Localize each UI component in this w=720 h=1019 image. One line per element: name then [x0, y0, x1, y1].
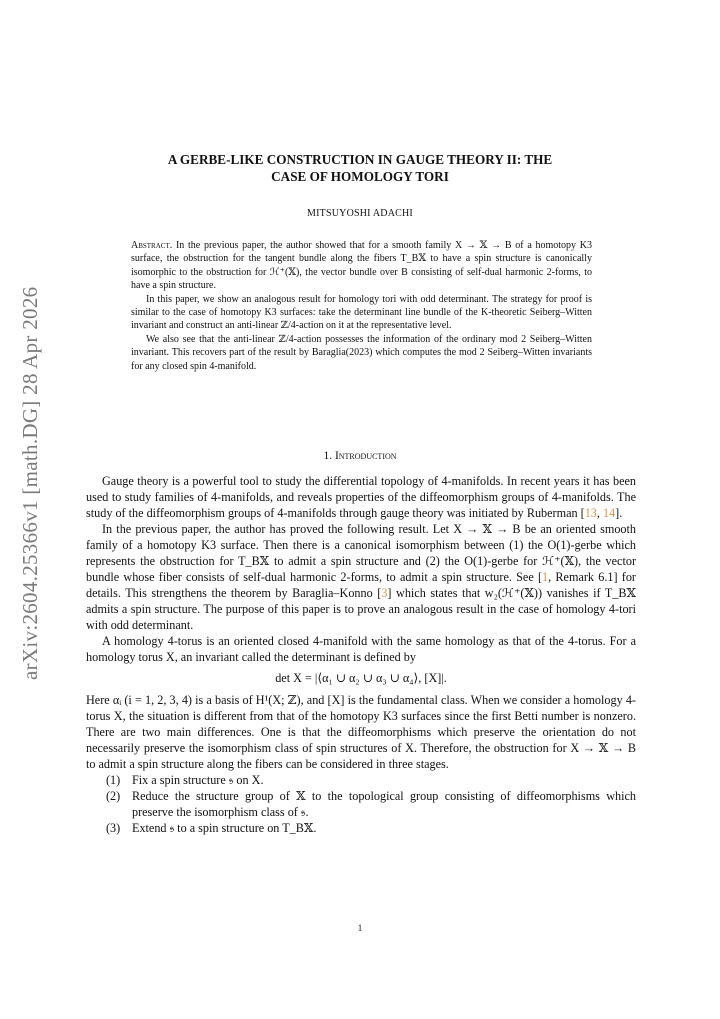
intro-paragraph-3: A homology 4-torus is an oriented closed 4-manifold with the same homology as that of the 4-torus. For a homology torus X, an invariant called the determinant is defined by [86, 634, 636, 664]
author-name: MITSUYOSHI ADACHI [307, 208, 413, 219]
text-run: ]. [615, 506, 623, 520]
list-item-number: (1) [106, 773, 121, 787]
title-line-1: A GERBE-LIKE CONSTRUCTION IN GAUGE THEORY II: THE [167, 152, 553, 167]
citation-link[interactable]: 1 [542, 570, 549, 584]
abstract-paragraph-3: We also see that the anti-linear ℤ/4-action possesses the information of the ordinary mod 2 Seiberg–Witten invariant. This recovers part of the result by Baraglia(2023) which computes the mod 2 Seiberg–Witten invariants for any closed spin 4-manifold. [131, 333, 592, 372]
abstract-label: Abstract. [131, 240, 173, 251]
abstract-text-1: In the previous paper, the author showed that for a smooth family X → 𝕏 → B of a homotopy K3 surface, the obstruction for the tangent bundle along the fibers T_B𝕏 to have a spin structure is canonically isomorphic to the obstruction for ℋ⁺(𝕏), the vector bundle over B consisting of self-dual harmonic 2-forms, to have a spin structure. [131, 240, 592, 292]
arxiv-identifier-stamp: arXiv:2604.25366v1 [math.DG] 28 Apr 2026 [18, 286, 42, 680]
text-run: , [596, 506, 603, 520]
intro-paragraph-1 [86, 473, 636, 521]
stages-list [86, 772, 636, 836]
list-item [86, 820, 636, 836]
abstract [131, 239, 592, 373]
text-run: , Remark 6.1] for details. This strengthens the theorem by Baraglia–Konno [ [86, 570, 636, 600]
abstract-paragraph-2: In this paper, we show an analogous result for homology tori with odd determinant. The strategy for proof is similar to the case of homotopy K3 surfaces: take the determinant line bundle of the K-theoretic Seiberg–Witten invariant and construct an anti-linear ℤ/4-action on it at the representative level. [131, 293, 592, 332]
page-number: 1 [357, 923, 363, 933]
list-item-text: Reduce the structure group of 𝕏 to the topological group consisting of diffeomorphisms which preserve the isomorphism class of 𝔰. [132, 789, 636, 819]
section-title: Introduction [334, 450, 397, 462]
citation-link[interactable]: 3 [381, 586, 388, 600]
section-heading [100, 450, 620, 462]
list-item-number: (2) [106, 789, 121, 803]
display-equation: det X = |⟨α₁ ∪ α₂ ∪ α₃ ∪ α₄⟩, [X]|. [275, 671, 447, 685]
intro-paragraph-4: Here αᵢ (i = 1, 2, 3, 4) is a basis of H¹(X; ℤ), and [X] is the fundamental class. When we consider a homology 4-torus X, the situation is different from that of the homotopy K3 surfaces since the first Betti number is nonzero. There are two main differences. One is that the diffeomorphisms which preserve the orientation do not necessarily preserve the isomorphism class of spin structures of X. Therefore, the obstruction for X → 𝕏 → B to admit a spin structure along the fibers can be considered in three stages. [86, 693, 636, 771]
list-item-text: Fix a spin structure 𝔰 on X. [132, 773, 264, 787]
text-run: ] which states that w₂(ℋ⁺(𝕏)) vanishes if T_B𝕏 admits a spin structure. The purpose of this paper is to prove an analogous result in the case of homology 4-tori with odd determinant. [86, 586, 637, 632]
citation-link[interactable]: 13 [584, 506, 597, 520]
list-item [86, 788, 636, 820]
paper-title [95, 151, 625, 185]
abstract-paragraph-1 [131, 239, 592, 293]
citation-link[interactable]: 14 [602, 506, 616, 520]
list-item-text: Extend 𝔰 to a spin structure on T_B𝕏. [132, 821, 317, 835]
title-line-2: CASE OF HOMOLOGY TORI [271, 169, 449, 184]
body-text [86, 473, 636, 836]
text-run: Gauge theory is a powerful tool to study the differential topology of 4-manifolds. In recent years it has been used to study families of 4-manifolds, and reveals properties of the diffeomorphism groups of 4-manifolds. The study of the diffeomorphism groups of 4-manifolds through gauge theory was initiated by Ruberman [ [86, 474, 636, 520]
text-run: In the previous paper, the author has proved the following result. Let X → 𝕏 → B be an oriented smooth family of a homotopy K3 surface. Then there is a canonical isomorphism between (1) the O(1)-gerbe which represents the obstruction for T_B𝕏 to admit a spin structure and (2) the O(1)-gerbe for ℋ⁺(𝕏), the vector bundle whose fiber consists of self-dual harmonic 2-forms, to admit a spin structure. See [ [86, 522, 636, 584]
section-number: 1. [323, 450, 333, 462]
list-item [86, 772, 636, 788]
list-item-number: (3) [106, 821, 121, 835]
intro-paragraph-2 [86, 521, 636, 633]
